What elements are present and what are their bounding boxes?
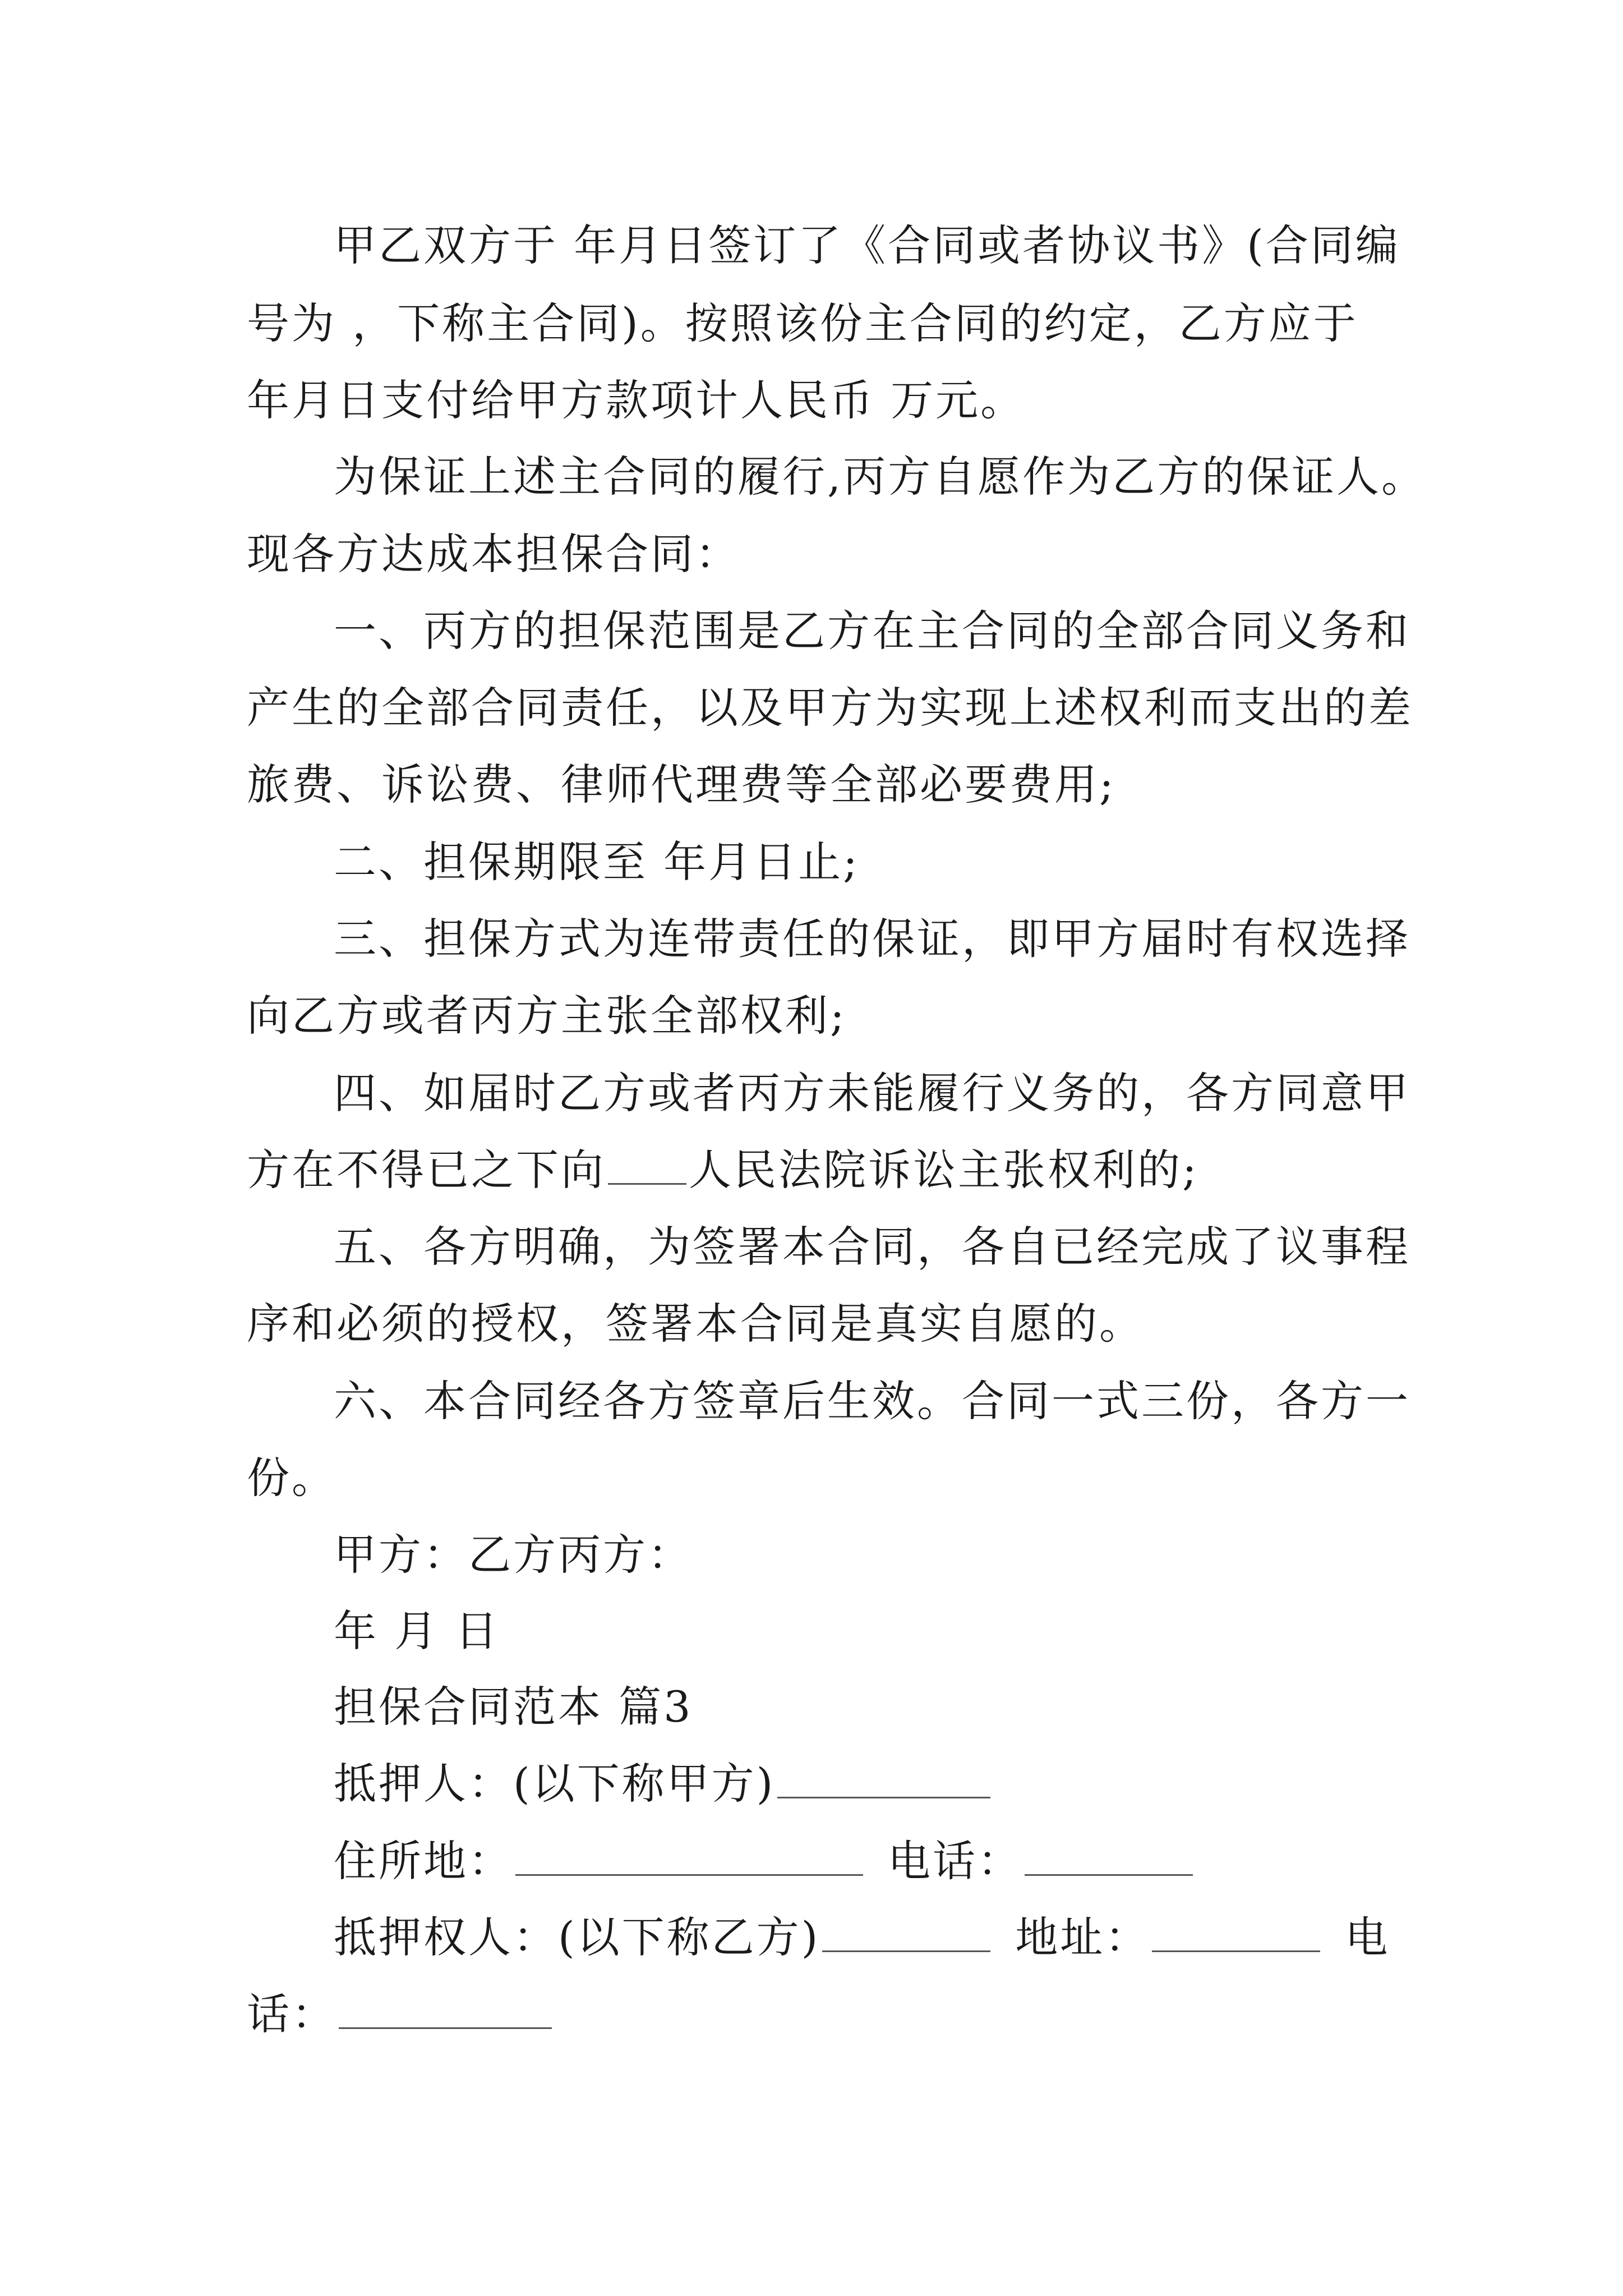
paragraph-line: 三、担保方式为连带责任的保证，即甲方届时有权选择 [334, 914, 1410, 964]
mortgagee-phone-label-a: 电 [1345, 1912, 1390, 1962]
mortgagee-address-label: 地址： [1015, 1912, 1150, 1962]
address-label: 住所地： [334, 1836, 513, 1886]
paragraph-line: 为保证上述主合同的履行,丙方自愿作为乙方的保证人。 [334, 452, 1427, 501]
paragraph-line: 六、本合同经各方签章后生效。合同一式三份，各方一 [334, 1376, 1410, 1426]
paragraph-line: 产生的全部合同责任，以及甲方为实现上述权利而支出的差 [247, 683, 1413, 733]
paragraph-line: 四、如届时乙方或者丙方未能履行义务的，各方同意甲 [334, 1068, 1410, 1118]
signature-parties: 甲方：乙方丙方： [334, 1530, 693, 1580]
paragraph-line: 旅费、诉讼费、律师代理费等全部必要费用; [247, 760, 1116, 809]
mortgagee-phone-blank [339, 1987, 552, 2029]
address-blank [515, 1834, 863, 1876]
paragraph-line: 甲乙双方于 年月日签订了《合同或者协议书》(合同编 [334, 220, 1400, 270]
paragraph-line: 五、各方明确，为签署本合同，各自已经完成了议事程 [334, 1222, 1410, 1272]
address-line [334, 1833, 1472, 1889]
paragraph-line: 一、丙方的担保范围是乙方在主合同的全部合同义务和 [334, 606, 1410, 656]
signature-date: 年 月 日 [334, 1606, 500, 1656]
section-title: 担保合同范本 篇3 [334, 1682, 693, 1732]
court-blank [608, 1143, 686, 1185]
paragraph-line: 向乙方或者丙方主张全部权利; [247, 991, 847, 1041]
mortgagor-line [334, 1756, 1472, 1812]
mortgagee-phone-line [247, 1986, 1385, 2042]
mortgagor-blank [777, 1756, 990, 1798]
paragraph-line: 现各方达成本担保合同： [247, 529, 740, 579]
phone-label: 电话： [888, 1836, 1022, 1886]
mortgagee-address-blank [1152, 1910, 1320, 1952]
paragraph-text: 人民法院诉讼主张权利的; [689, 1145, 1199, 1195]
paragraph-line: 份。 [247, 1453, 336, 1503]
mortgagor-label: 抵押人：(以下称甲方) [334, 1759, 776, 1809]
paragraph-line [247, 1142, 1385, 1198]
paragraph-line: 年月日支付给甲方款项计人民币 万元。 [247, 375, 1026, 425]
phone-blank [1025, 1834, 1193, 1876]
paragraph-text: 方在不得已之下向 [247, 1145, 606, 1195]
paragraph-line: 序和必须的授权，签署本合同是真实自愿的。 [247, 1299, 1144, 1349]
mortgagee-blank [822, 1910, 990, 1952]
paragraph-line: 二、担保期限至 年月日止; [334, 837, 860, 887]
mortgagee-phone-label-b: 话： [247, 1989, 336, 2039]
paragraph-line: 号为 ，下称主合同)。按照该份主合同的约定，乙方应于 [247, 298, 1358, 348]
mortgagee-line [334, 1910, 1472, 1966]
mortgagee-label: 抵押权人：(以下称乙方) [334, 1912, 820, 1962]
